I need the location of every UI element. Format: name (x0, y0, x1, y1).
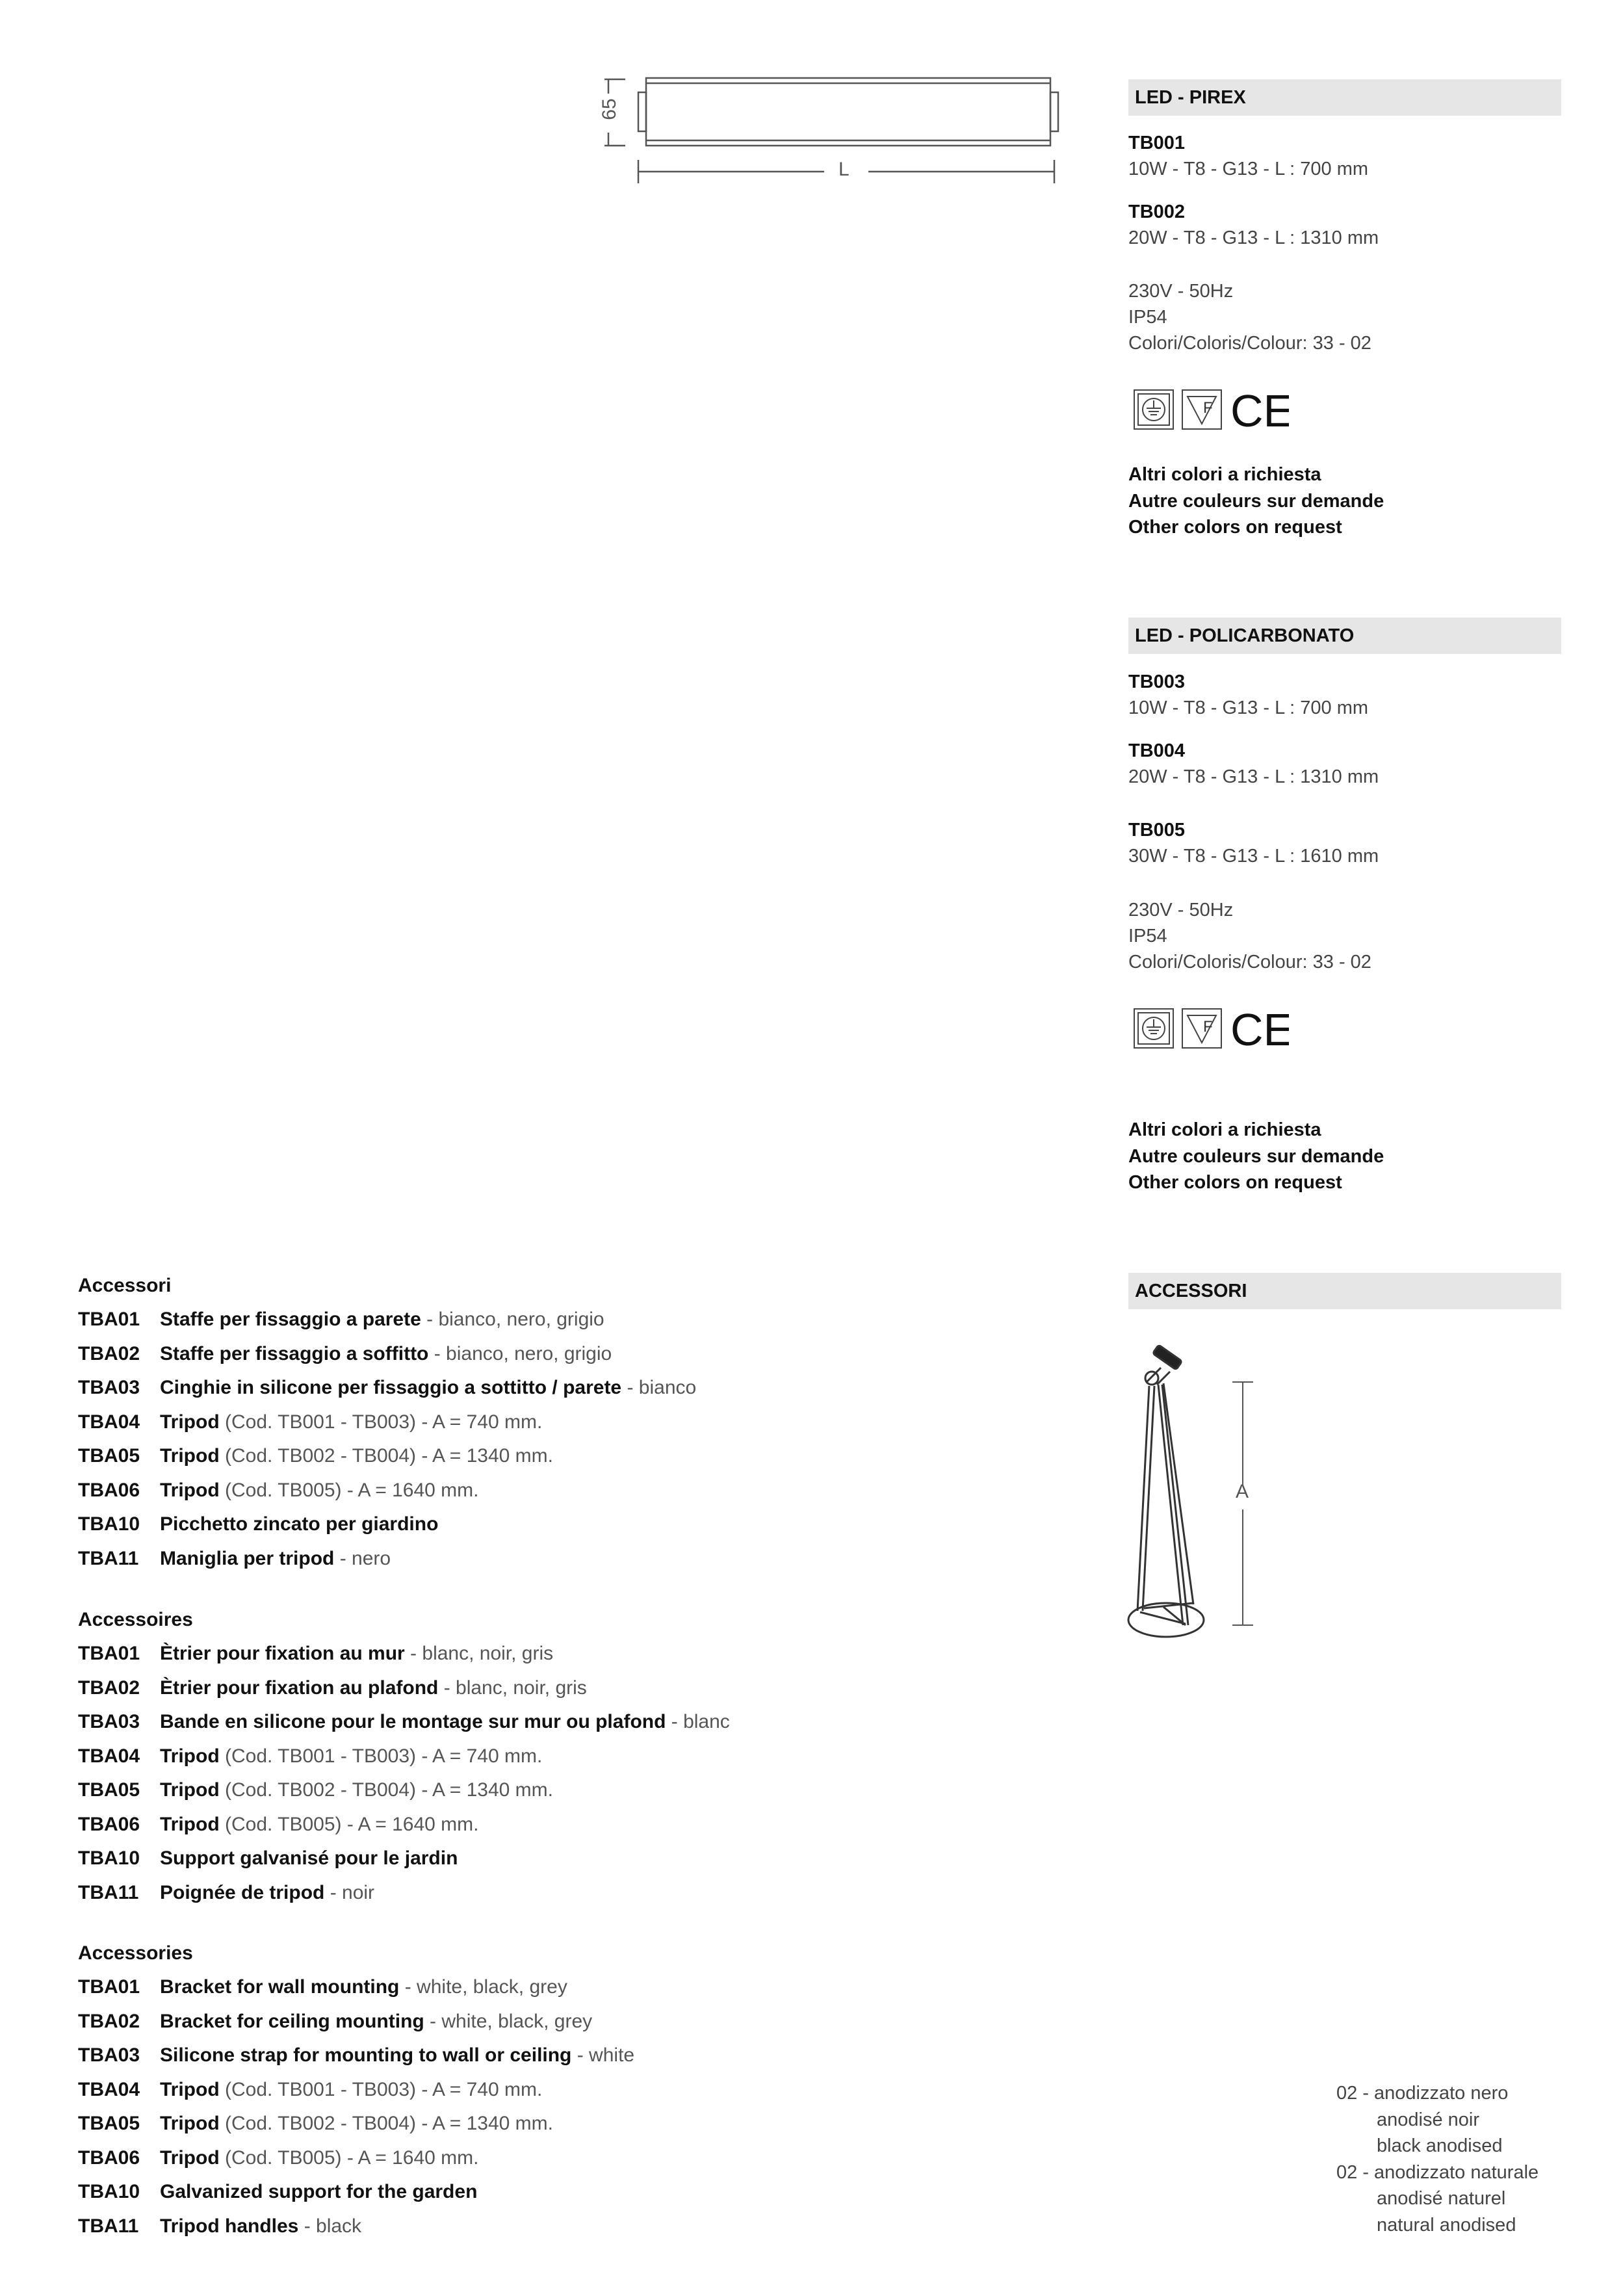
model-code: TB002 (1128, 202, 1186, 222)
list-item (78, 1511, 696, 1546)
list-item (78, 1777, 730, 1812)
item-desc: (Cod. TB005) - A = 1640 mm. (219, 2146, 479, 2169)
list-item (78, 1743, 730, 1778)
tube-length-label: L (838, 159, 850, 180)
item-code: TBA02 (78, 1342, 140, 1364)
list-item (78, 1478, 696, 1512)
item-code: TBA01 (78, 1643, 140, 1664)
note-it: Altri colori a richiesta (1128, 1119, 1321, 1140)
policarbonato-model-tb003 (1128, 669, 1368, 721)
policarbonato-electrical (1128, 897, 1371, 975)
finish-fr: anodisé naturel (1377, 2188, 1506, 2209)
item-name: Tripod (160, 1411, 220, 1433)
item-desc: (Cod. TB005) - A = 1640 mm. (219, 1813, 479, 1835)
item-desc: (Cod. TB005) - A = 1640 mm. (219, 1479, 479, 1501)
item-name: Bracket for wall mounting (160, 1976, 400, 1998)
item-desc: (Cod. TB002 - TB004) - A = 1340 mm. (219, 1445, 553, 1467)
item-name: Staffe per fissaggio a parete (160, 1309, 421, 1330)
list-item (78, 1675, 730, 1710)
model-code: TB003 (1128, 672, 1186, 692)
earth-class-icon (1134, 390, 1173, 429)
finish-code-line: 02 - anodizzato nero (1336, 2083, 1509, 2104)
item-name: Ètrier pour fixation au mur (160, 1643, 405, 1664)
list-item (78, 1546, 696, 1580)
item-desc: - bianco, nero, grigio (428, 1342, 612, 1364)
f-mark-icon (1182, 1009, 1221, 1048)
accessories-fr-list (78, 1641, 730, 1914)
policarbonato-notes (1128, 1117, 1384, 1196)
item-desc: - black (298, 2215, 362, 2237)
item-name: Ètrier pour fixation au plafond (160, 1676, 439, 1699)
list-item (78, 1846, 730, 1880)
list-item (78, 2077, 634, 2111)
ip-rating: IP54 (1128, 307, 1167, 328)
tripod-dim-label: A (1236, 1481, 1249, 1502)
note-fr: Autre couleurs sur demande (1128, 490, 1384, 512)
item-code: TBA05 (78, 2113, 140, 2134)
finish-en: natural anodised (1377, 2214, 1516, 2236)
item-name: Tripod (160, 1813, 220, 1835)
accessories-it-list (78, 1307, 696, 1580)
item-desc: (Cod. TB001 - TB003) - A = 740 mm. (219, 1411, 543, 1433)
note-fr: Autre couleurs sur demande (1128, 1145, 1384, 1167)
item-desc: - blanc, noir, gris (404, 1643, 554, 1664)
svg-text:CE: CE (1230, 1006, 1289, 1052)
item-code: TBA02 (78, 2010, 140, 2032)
item-desc: - bianco, nero, grigio (421, 1309, 604, 1330)
item-name: Tripod (160, 1479, 220, 1501)
pirex-model-tb001 (1128, 130, 1368, 182)
note-it: Altri colori a richiesta (1128, 464, 1321, 485)
item-desc: - bianco (621, 1377, 697, 1398)
finish-code-line: 02 - anodizzato naturale (1336, 2161, 1539, 2183)
pirex-model-tb002 (1128, 199, 1379, 251)
item-code: TBA06 (78, 1813, 140, 1835)
item-desc: - noir (324, 1881, 375, 1903)
item-name: Support galvanisé pour le jardin (160, 1847, 458, 1869)
item-code: TBA05 (78, 1779, 140, 1801)
finish-fr: anodisé noir (1377, 2109, 1479, 2130)
finish-en: black anodised (1377, 2135, 1503, 2156)
list-item (78, 2009, 634, 2043)
item-desc: - white (571, 2044, 635, 2066)
svg-text:CE: CE (1230, 387, 1289, 433)
item-desc: - blanc, noir, gris (438, 1676, 587, 1699)
item-name: Bande en silicone pour le montage sur mur ou plafond (160, 1711, 666, 1732)
pirex-notes (1128, 462, 1384, 541)
list-item (78, 1974, 634, 2009)
policarbonato-header: LED - POLICARBONATO (1128, 618, 1561, 654)
pirex-header: LED - PIREX (1128, 79, 1561, 116)
model-code: TB005 (1128, 820, 1186, 841)
list-item (78, 2145, 634, 2180)
note-en: Other colors on request (1128, 517, 1342, 538)
item-desc: - nero (334, 1547, 391, 1569)
list-item (78, 1443, 696, 1478)
tripod-drawing (1118, 1339, 1287, 1651)
list-item (78, 1812, 730, 1846)
ce-mark-icon (1230, 387, 1289, 433)
item-code: TBA10 (78, 1847, 140, 1869)
item-code: TBA04 (78, 1745, 140, 1767)
item-desc: - white, black, grey (399, 1976, 567, 1998)
list-item (78, 1409, 696, 1444)
item-desc: (Cod. TB002 - TB004) - A = 1340 mm. (219, 1779, 553, 1801)
item-code: TBA11 (78, 2215, 139, 2237)
list-item (78, 2179, 634, 2213)
model-spec: 30W - T8 - G13 - L : 1610 mm (1128, 846, 1379, 867)
item-code: TBA02 (78, 1676, 140, 1699)
accessories-fr-title: Accessoires (78, 1609, 193, 1630)
item-name: Maniglia per tripod (160, 1547, 335, 1569)
accessori-header: ACCESSORI (1128, 1273, 1561, 1309)
ip-rating: IP54 (1128, 926, 1167, 946)
finishes-list (1336, 2080, 1539, 2238)
accessories-en-title: Accessories (78, 1942, 193, 1964)
item-name: Tripod (160, 2078, 220, 2100)
list-item (78, 2213, 634, 2248)
item-code: TBA01 (78, 1976, 140, 1998)
item-name: Picchetto zincato per giardino (160, 1513, 439, 1535)
list-item (78, 1341, 696, 1376)
list-item (78, 2042, 634, 2077)
pirex-electrical (1128, 278, 1371, 356)
item-desc: (Cod. TB001 - TB003) - A = 740 mm. (219, 2078, 543, 2100)
item-name: Cinghie in silicone per fissaggio a sottitto / parete (160, 1377, 622, 1398)
item-code: TBA06 (78, 1479, 140, 1501)
item-code: TBA06 (78, 2146, 140, 2169)
list-item (78, 1880, 730, 1914)
item-code: TBA10 (78, 2181, 140, 2202)
item-name: Tripod (160, 1745, 220, 1767)
item-name: Tripod (160, 2113, 220, 2134)
item-name: Staffe per fissaggio a soffitto (160, 1342, 429, 1364)
colours: Colori/Coloris/Colour: 33 - 02 (1128, 333, 1371, 354)
item-code: TBA01 (78, 1309, 140, 1330)
tube-drawing (585, 65, 1066, 195)
list-item (78, 2111, 634, 2145)
item-code: TBA03 (78, 1377, 140, 1398)
item-desc: (Cod. TB002 - TB004) - A = 1340 mm. (219, 2113, 553, 2134)
item-code: TBA03 (78, 2044, 140, 2066)
f-mark-icon (1182, 390, 1221, 429)
tube-height-label: 65 (599, 98, 620, 120)
svg-text:F: F (1203, 399, 1213, 417)
item-code: TBA10 (78, 1513, 140, 1535)
svg-text:F: F (1203, 1018, 1213, 1036)
item-name: Poignée de tripod (160, 1881, 325, 1903)
list-item (78, 1641, 730, 1675)
model-spec: 10W - T8 - G13 - L : 700 mm (1128, 698, 1369, 718)
item-code: TBA03 (78, 1711, 140, 1732)
item-code: TBA04 (78, 2078, 140, 2100)
item-code: TBA11 (78, 1881, 139, 1903)
earth-class-icon (1134, 1009, 1173, 1048)
item-name: Tripod handles (160, 2215, 299, 2237)
model-code: TB001 (1128, 133, 1186, 153)
note-en: Other colors on request (1128, 1172, 1342, 1193)
list-item (78, 1375, 696, 1409)
voltage: 230V - 50Hz (1128, 900, 1234, 920)
colours: Colori/Coloris/Colour: 33 - 02 (1128, 952, 1371, 972)
item-name: Tripod (160, 1779, 220, 1801)
item-name: Tripod (160, 2146, 220, 2169)
item-name: Silicone strap for mounting to wall or ceiling (160, 2044, 572, 2066)
item-desc: (Cod. TB001 - TB003) - A = 740 mm. (219, 1745, 543, 1767)
list-item (78, 1307, 696, 1341)
item-code: TBA04 (78, 1411, 140, 1433)
item-name: Bracket for ceiling mounting (160, 2010, 424, 2032)
accessories-en-list (78, 1974, 634, 2247)
policarbonato-certifications (1133, 1006, 1289, 1052)
model-spec: 20W - T8 - G13 - L : 1310 mm (1128, 228, 1379, 248)
item-desc: - white, black, grey (424, 2010, 593, 2032)
ce-mark-icon (1230, 1006, 1289, 1052)
item-code: TBA11 (78, 1547, 139, 1569)
item-code: TBA05 (78, 1445, 140, 1467)
policarbonato-model-tb005 (1128, 817, 1379, 869)
model-code: TB004 (1128, 740, 1186, 761)
model-spec: 10W - T8 - G13 - L : 700 mm (1128, 159, 1369, 179)
model-spec: 20W - T8 - G13 - L : 1310 mm (1128, 766, 1379, 787)
policarbonato-model-tb004 (1128, 738, 1379, 790)
item-desc: - blanc (666, 1711, 730, 1732)
item-name: Galvanized support for the garden (160, 2181, 478, 2202)
voltage: 230V - 50Hz (1128, 281, 1234, 302)
item-name: Tripod (160, 1445, 220, 1467)
pirex-certifications (1133, 387, 1289, 433)
accessories-it-title: Accessori (78, 1275, 172, 1296)
list-item (78, 1709, 730, 1743)
